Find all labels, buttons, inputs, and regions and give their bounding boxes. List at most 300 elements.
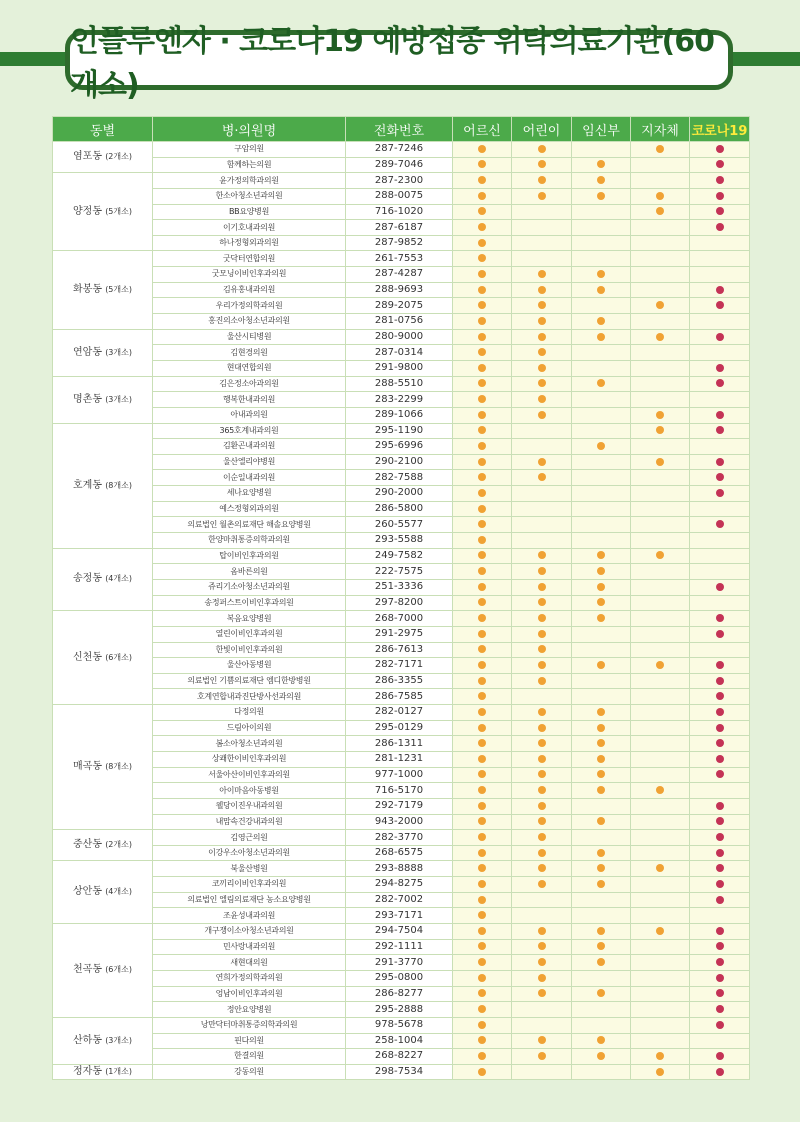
- flag-cell-children: [512, 282, 572, 298]
- flag-cell-children: [512, 1002, 572, 1018]
- available-dot-icon: [478, 1021, 486, 1029]
- flag-cell-children: [512, 767, 572, 783]
- flag-cell-elderly: [453, 423, 512, 439]
- flag-cell-covid19: [690, 861, 750, 877]
- clinic-phone: 261-7553: [346, 251, 453, 267]
- flag-cell-children: [512, 986, 572, 1002]
- available-dot-icon: [597, 567, 605, 575]
- flag-cell-local-gov: [631, 579, 690, 595]
- flag-cell-elderly: [453, 267, 512, 283]
- flag-cell-covid19: [690, 157, 750, 173]
- table-row: [53, 1064, 750, 1080]
- available-dot-icon: [538, 551, 546, 559]
- available-dot-icon: [656, 301, 664, 309]
- clinic-name: 연희가정의학과의원: [153, 970, 346, 986]
- clinic-name: 열린이비인후과의원: [153, 626, 346, 642]
- table-row: [53, 1017, 750, 1033]
- covid-dot-icon: [716, 692, 724, 700]
- flag-cell-pregnant: [572, 392, 631, 408]
- table-row: [53, 767, 750, 783]
- available-dot-icon: [597, 755, 605, 763]
- available-dot-icon: [538, 317, 546, 325]
- clinic-name: 개구쟁이소아청소년과의원: [153, 924, 346, 940]
- available-dot-icon: [478, 1036, 486, 1044]
- flag-cell-elderly: [453, 142, 512, 158]
- flag-cell-local-gov: [631, 830, 690, 846]
- flag-cell-elderly: [453, 579, 512, 595]
- covid-dot-icon: [716, 489, 724, 497]
- covid-dot-icon: [716, 458, 724, 466]
- flag-cell-children: [512, 579, 572, 595]
- flag-cell-covid19: [690, 892, 750, 908]
- dong-name: 신천동: [73, 651, 102, 663]
- flag-cell-elderly: [453, 626, 512, 642]
- flag-cell-local-gov: [631, 892, 690, 908]
- flag-cell-pregnant: [572, 861, 631, 877]
- clinic-name: 아이마음아동병원: [153, 783, 346, 799]
- available-dot-icon: [597, 770, 605, 778]
- clinic-name: 쥬리기소아청소년과의원: [153, 579, 346, 595]
- flag-cell-covid19: [690, 220, 750, 236]
- available-dot-icon: [478, 1068, 486, 1076]
- flag-cell-covid19: [690, 970, 750, 986]
- table-row: [53, 611, 750, 627]
- available-dot-icon: [538, 270, 546, 278]
- table-row: [53, 329, 750, 345]
- table-row: [53, 142, 750, 158]
- flag-cell-children: [512, 376, 572, 392]
- available-dot-icon: [478, 598, 486, 606]
- dong-count: (3개소): [105, 394, 132, 404]
- clinic-name: 조윤성내과의원: [153, 908, 346, 924]
- available-dot-icon: [538, 1052, 546, 1060]
- flag-cell-elderly: [453, 314, 512, 330]
- available-dot-icon: [478, 379, 486, 387]
- flag-cell-local-gov: [631, 376, 690, 392]
- clinic-phone: 977-1000: [346, 767, 453, 783]
- flag-cell-local-gov: [631, 814, 690, 830]
- available-dot-icon: [597, 286, 605, 294]
- covid-dot-icon: [716, 833, 724, 841]
- flag-cell-pregnant: [572, 751, 631, 767]
- dong-count: (1개소): [105, 1067, 132, 1077]
- table-row: [53, 298, 750, 314]
- flag-cell-elderly: [453, 673, 512, 689]
- flag-cell-local-gov: [631, 407, 690, 423]
- available-dot-icon: [478, 614, 486, 622]
- flag-cell-children: [512, 845, 572, 861]
- dong-cell: [53, 376, 153, 423]
- flag-cell-covid19: [690, 642, 750, 658]
- available-dot-icon: [597, 176, 605, 184]
- flag-cell-elderly: [453, 533, 512, 549]
- flag-cell-children: [512, 423, 572, 439]
- flag-cell-children: [512, 751, 572, 767]
- flag-cell-pregnant: [572, 439, 631, 455]
- available-dot-icon: [538, 286, 546, 294]
- flag-cell-local-gov: [631, 188, 690, 204]
- flag-cell-elderly: [453, 986, 512, 1002]
- flag-cell-covid19: [690, 314, 750, 330]
- available-dot-icon: [478, 348, 486, 356]
- flag-cell-elderly: [453, 783, 512, 799]
- dong-name: 양정동: [73, 205, 102, 217]
- available-dot-icon: [656, 333, 664, 341]
- table-row: [53, 845, 750, 861]
- flag-cell-elderly: [453, 173, 512, 189]
- clinic-phone: 283-2299: [346, 392, 453, 408]
- flag-cell-children: [512, 595, 572, 611]
- available-dot-icon: [478, 223, 486, 231]
- available-dot-icon: [538, 942, 546, 950]
- available-dot-icon: [597, 880, 605, 888]
- available-dot-icon: [538, 864, 546, 872]
- clinic-phone: 268-8227: [346, 1049, 453, 1065]
- flag-cell-children: [512, 267, 572, 283]
- table-row: [53, 736, 750, 752]
- available-dot-icon: [538, 1036, 546, 1044]
- clinic-name: 코끼리이비인후과의원: [153, 877, 346, 893]
- flag-cell-children: [512, 188, 572, 204]
- available-dot-icon: [478, 520, 486, 528]
- clinic-phone: 291-3770: [346, 955, 453, 971]
- table-row: [53, 1002, 750, 1018]
- flag-cell-local-gov: [631, 642, 690, 658]
- flag-cell-pregnant: [572, 1033, 631, 1049]
- table-row: [53, 1033, 750, 1049]
- flag-cell-children: [512, 642, 572, 658]
- flag-cell-local-gov: [631, 798, 690, 814]
- covid-dot-icon: [716, 958, 724, 966]
- covid-dot-icon: [716, 864, 724, 872]
- covid-dot-icon: [716, 896, 724, 904]
- available-dot-icon: [478, 176, 486, 184]
- flag-cell-covid19: [690, 720, 750, 736]
- flag-cell-local-gov: [631, 861, 690, 877]
- table-row: [53, 454, 750, 470]
- flag-cell-local-gov: [631, 595, 690, 611]
- flag-cell-covid19: [690, 235, 750, 251]
- dong-count: (5개소): [105, 285, 132, 295]
- flag-cell-covid19: [690, 204, 750, 220]
- flag-cell-children: [512, 611, 572, 627]
- flag-cell-pregnant: [572, 939, 631, 955]
- flag-cell-children: [512, 564, 572, 580]
- available-dot-icon: [478, 896, 486, 904]
- flag-cell-elderly: [453, 814, 512, 830]
- clinic-phone: 292-7179: [346, 798, 453, 814]
- flag-cell-local-gov: [631, 955, 690, 971]
- available-dot-icon: [478, 833, 486, 841]
- flag-cell-elderly: [453, 1017, 512, 1033]
- flag-cell-elderly: [453, 251, 512, 267]
- clinic-phone: 286-7613: [346, 642, 453, 658]
- clinic-name: 엉남이비인후과의원: [153, 986, 346, 1002]
- table-row: [53, 548, 750, 564]
- clinic-phone: 287-4287: [346, 267, 453, 283]
- flag-cell-pregnant: [572, 1064, 631, 1080]
- flag-cell-pregnant: [572, 845, 631, 861]
- table-row: [53, 235, 750, 251]
- clinic-phone: 260-5577: [346, 517, 453, 533]
- clinic-name: 이강우소아청소년과의원: [153, 845, 346, 861]
- table-row: [53, 188, 750, 204]
- flag-cell-pregnant: [572, 407, 631, 423]
- flag-cell-pregnant: [572, 1002, 631, 1018]
- available-dot-icon: [538, 583, 546, 591]
- clinic-name: 봄소아청소년과의원: [153, 736, 346, 752]
- flag-cell-local-gov: [631, 142, 690, 158]
- clinic-name: 하나정형외과의원: [153, 235, 346, 251]
- available-dot-icon: [478, 770, 486, 778]
- flag-cell-pregnant: [572, 736, 631, 752]
- available-dot-icon: [597, 724, 605, 732]
- flag-cell-children: [512, 1049, 572, 1065]
- available-dot-icon: [656, 411, 664, 419]
- flag-cell-children: [512, 345, 572, 361]
- flag-cell-local-gov: [631, 329, 690, 345]
- flag-cell-local-gov: [631, 439, 690, 455]
- flag-cell-pregnant: [572, 830, 631, 846]
- covid-dot-icon: [716, 192, 724, 200]
- clinic-phone: 943-2000: [346, 814, 453, 830]
- clinic-phone: 251-3336: [346, 579, 453, 595]
- dong-cell: [53, 251, 153, 329]
- available-dot-icon: [656, 207, 664, 215]
- clinic-phone: 288-5510: [346, 376, 453, 392]
- available-dot-icon: [478, 927, 486, 935]
- available-dot-icon: [478, 160, 486, 168]
- clinic-phone: 286-7585: [346, 689, 453, 705]
- flag-cell-children: [512, 251, 572, 267]
- flag-cell-covid19: [690, 783, 750, 799]
- available-dot-icon: [656, 426, 664, 434]
- table-row: [53, 564, 750, 580]
- available-dot-icon: [478, 645, 486, 653]
- available-dot-icon: [478, 708, 486, 716]
- clinic-name: 우리가정의학과의원: [153, 298, 346, 314]
- flag-cell-covid19: [690, 298, 750, 314]
- flag-cell-elderly: [453, 486, 512, 502]
- available-dot-icon: [538, 849, 546, 857]
- available-dot-icon: [597, 1036, 605, 1044]
- clinic-phone: 287-2300: [346, 173, 453, 189]
- available-dot-icon: [538, 958, 546, 966]
- flag-cell-pregnant: [572, 282, 631, 298]
- flag-cell-pregnant: [572, 423, 631, 439]
- clinic-phone: 716-5170: [346, 783, 453, 799]
- flag-cell-elderly: [453, 360, 512, 376]
- flag-cell-covid19: [690, 955, 750, 971]
- clinic-phone: 286-8277: [346, 986, 453, 1002]
- table-row: [53, 970, 750, 986]
- covid-dot-icon: [716, 473, 724, 481]
- available-dot-icon: [538, 630, 546, 638]
- flag-cell-children: [512, 173, 572, 189]
- table-body: [53, 142, 750, 1080]
- flag-cell-children: [512, 736, 572, 752]
- clinic-name: 복음요양병원: [153, 611, 346, 627]
- dong-count: (6개소): [105, 652, 132, 662]
- table-row: [53, 407, 750, 423]
- available-dot-icon: [478, 880, 486, 888]
- covid-dot-icon: [716, 661, 724, 669]
- available-dot-icon: [597, 849, 605, 857]
- covid-dot-icon: [716, 677, 724, 685]
- flag-cell-local-gov: [631, 626, 690, 642]
- table-row: [53, 204, 750, 220]
- available-dot-icon: [597, 817, 605, 825]
- available-dot-icon: [597, 192, 605, 200]
- flag-cell-pregnant: [572, 157, 631, 173]
- flag-cell-elderly: [453, 705, 512, 721]
- covid-dot-icon: [716, 301, 724, 309]
- flag-cell-local-gov: [631, 173, 690, 189]
- available-dot-icon: [478, 317, 486, 325]
- flag-cell-pregnant: [572, 501, 631, 517]
- table-row: [53, 470, 750, 486]
- available-dot-icon: [478, 802, 486, 810]
- header-local-gov: 지자체: [631, 117, 690, 142]
- available-dot-icon: [597, 160, 605, 168]
- available-dot-icon: [538, 645, 546, 653]
- clinic-phone: 290-2000: [346, 486, 453, 502]
- flag-cell-covid19: [690, 877, 750, 893]
- table-row: [53, 267, 750, 283]
- available-dot-icon: [538, 598, 546, 606]
- clinic-phone: 258-1004: [346, 1033, 453, 1049]
- available-dot-icon: [656, 661, 664, 669]
- flag-cell-covid19: [690, 439, 750, 455]
- flag-cell-pregnant: [572, 564, 631, 580]
- available-dot-icon: [478, 692, 486, 700]
- flag-cell-local-gov: [631, 845, 690, 861]
- clinic-phone: 297-8200: [346, 595, 453, 611]
- available-dot-icon: [538, 739, 546, 747]
- flag-cell-covid19: [690, 673, 750, 689]
- available-dot-icon: [478, 395, 486, 403]
- flag-cell-local-gov: [631, 689, 690, 705]
- flag-cell-covid19: [690, 924, 750, 940]
- clinic-phone: 293-5588: [346, 533, 453, 549]
- clinic-phone: 295-0129: [346, 720, 453, 736]
- flag-cell-elderly: [453, 689, 512, 705]
- available-dot-icon: [597, 551, 605, 559]
- clinic-phone: 281-1231: [346, 751, 453, 767]
- flag-cell-pregnant: [572, 673, 631, 689]
- flag-cell-pregnant: [572, 345, 631, 361]
- flag-cell-pregnant: [572, 486, 631, 502]
- covid-dot-icon: [716, 379, 724, 387]
- clinic-name: 울산시티병원: [153, 329, 346, 345]
- covid-dot-icon: [716, 708, 724, 716]
- clinic-phone: 287-9852: [346, 235, 453, 251]
- available-dot-icon: [478, 145, 486, 153]
- table-row: [53, 517, 750, 533]
- flag-cell-local-gov: [631, 470, 690, 486]
- available-dot-icon: [597, 989, 605, 997]
- flag-cell-elderly: [453, 1033, 512, 1049]
- clinic-phone: 222-7575: [346, 564, 453, 580]
- flag-cell-children: [512, 298, 572, 314]
- flag-cell-elderly: [453, 658, 512, 674]
- covid-dot-icon: [716, 176, 724, 184]
- table-row: [53, 1049, 750, 1065]
- available-dot-icon: [478, 817, 486, 825]
- dong-cell: [53, 705, 153, 830]
- available-dot-icon: [538, 379, 546, 387]
- flag-cell-pregnant: [572, 814, 631, 830]
- covid-dot-icon: [716, 1068, 724, 1076]
- flag-cell-pregnant: [572, 986, 631, 1002]
- flag-cell-pregnant: [572, 470, 631, 486]
- flag-cell-pregnant: [572, 267, 631, 283]
- flag-cell-elderly: [453, 282, 512, 298]
- available-dot-icon: [597, 598, 605, 606]
- flag-cell-elderly: [453, 924, 512, 940]
- clinic-name: 정안요양병원: [153, 1002, 346, 1018]
- available-dot-icon: [478, 489, 486, 497]
- table-row: [53, 439, 750, 455]
- clinic-name: 함께하는의원: [153, 157, 346, 173]
- flag-cell-covid19: [690, 407, 750, 423]
- flag-cell-children: [512, 486, 572, 502]
- available-dot-icon: [478, 567, 486, 575]
- flag-cell-covid19: [690, 705, 750, 721]
- clinic-name: 민사랑내과의원: [153, 939, 346, 955]
- flag-cell-elderly: [453, 798, 512, 814]
- flag-cell-children: [512, 142, 572, 158]
- flag-cell-elderly: [453, 407, 512, 423]
- flag-cell-covid19: [690, 454, 750, 470]
- clinic-name: BB요양병원: [153, 204, 346, 220]
- flag-cell-children: [512, 454, 572, 470]
- flag-cell-elderly: [453, 830, 512, 846]
- available-dot-icon: [597, 270, 605, 278]
- flag-cell-pregnant: [572, 908, 631, 924]
- available-dot-icon: [597, 333, 605, 341]
- flag-cell-elderly: [453, 908, 512, 924]
- flag-cell-pregnant: [572, 924, 631, 940]
- available-dot-icon: [478, 958, 486, 966]
- clinic-name: 한양마취통증의학과의원: [153, 533, 346, 549]
- available-dot-icon: [478, 442, 486, 450]
- flag-cell-elderly: [453, 877, 512, 893]
- table-row: [53, 751, 750, 767]
- available-dot-icon: [597, 317, 605, 325]
- flag-cell-elderly: [453, 892, 512, 908]
- clinic-name: 굿모닝이비인후과의원: [153, 267, 346, 283]
- table-row: [53, 501, 750, 517]
- flag-cell-pregnant: [572, 705, 631, 721]
- clinic-name: 행복한내과의원: [153, 392, 346, 408]
- available-dot-icon: [478, 301, 486, 309]
- header-covid19: 코로나19: [690, 117, 750, 142]
- table-row: [53, 314, 750, 330]
- available-dot-icon: [478, 364, 486, 372]
- flag-cell-children: [512, 955, 572, 971]
- clinic-name: 송정퍼스트이비인후과의원: [153, 595, 346, 611]
- clinic-name: 예스정형외과의원: [153, 501, 346, 517]
- flag-cell-pregnant: [572, 720, 631, 736]
- table-row: [53, 939, 750, 955]
- covid-dot-icon: [716, 802, 724, 810]
- flag-cell-covid19: [690, 579, 750, 595]
- available-dot-icon: [656, 458, 664, 466]
- clinic-phone: 293-8888: [346, 861, 453, 877]
- flag-cell-elderly: [453, 611, 512, 627]
- clinic-name: 김환곤내과의원: [153, 439, 346, 455]
